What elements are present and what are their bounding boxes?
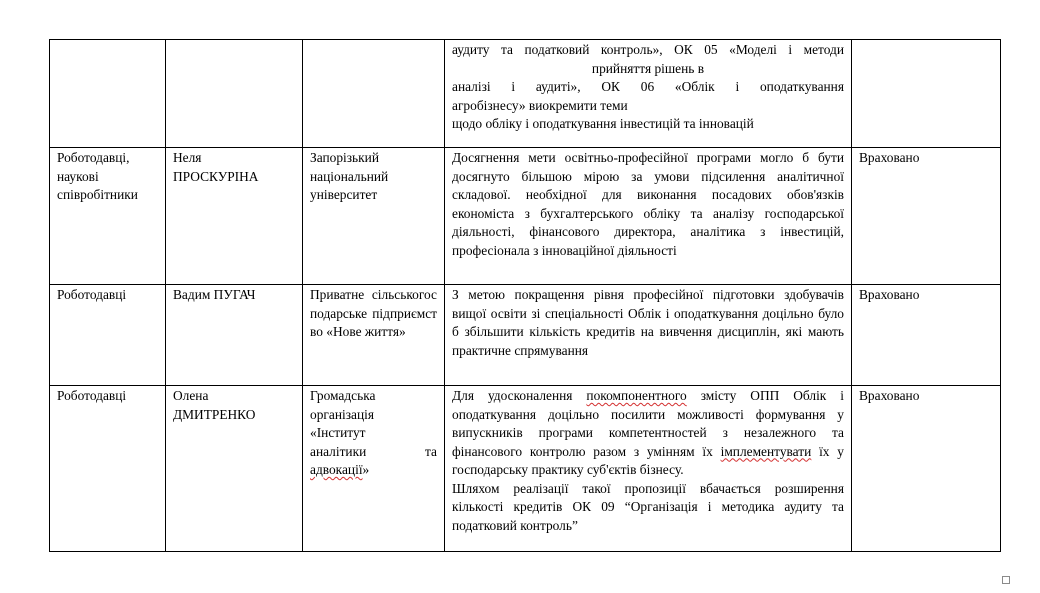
person-cell: [166, 148, 303, 285]
organization-line: «Інститут: [310, 425, 366, 440]
stakeholder-cell: [50, 40, 166, 148]
status-cell: Враховано: [852, 386, 1001, 552]
person-first-name: Неля: [173, 150, 202, 165]
organization-line: національний: [310, 168, 389, 184]
stakeholder-line: Роботодавці,: [57, 150, 130, 165]
organization-word: »: [362, 462, 370, 477]
table-row: [50, 40, 1001, 148]
status-cell: [852, 40, 1001, 148]
proposal-text: їх у господарську практику суб'єктів бізнесу.: [452, 443, 844, 477]
proposal-line: аудиту та податковий контроль», ОК 05 «Моделі і методи: [452, 42, 844, 57]
spellcheck-flagged-word: імплементувати: [720, 443, 812, 459]
organization-line: організація: [310, 406, 374, 422]
person-first-name: Олена: [173, 388, 209, 403]
proposal-cell: З метою покращення рівня професійної підготовки здобувачів вищої освіти зі спеціальності Облік і оподаткування доцільно було б збільшити кількість кредитів на вивчення дисциплін, які мають практичне спрямування: [445, 285, 852, 386]
stakeholder-line: наукові: [57, 168, 99, 184]
organization-cell: [303, 386, 445, 552]
proposal-cell: [445, 40, 852, 148]
organization-cell: [303, 40, 445, 148]
organization-cell: Приватне сільськогосподарське підприємство «Нове життя»: [303, 285, 445, 386]
proposal-line: агробізнесу» виокремити теми: [452, 97, 628, 113]
proposal-paragraph: [452, 388, 844, 477]
table-row: [50, 148, 1001, 285]
organization-line: Запорізький: [310, 150, 379, 165]
person-cell: [166, 386, 303, 552]
organization-word: та: [425, 443, 437, 459]
person-last-name: ПРОСКУРІНА: [173, 168, 259, 184]
stakeholder-cell: Роботодавці: [50, 386, 166, 552]
stakeholder-cell: [50, 148, 166, 285]
stakeholder-cell: Роботодавці: [50, 285, 166, 386]
proposal-line: аналізі і аудиті», ОК 06 «Облік і оподаткування: [452, 79, 844, 94]
spellcheck-flagged-word: покомпонентного: [586, 388, 687, 403]
feedback-table: [49, 39, 1001, 552]
person-cell: Вадим ПУГАЧ: [166, 285, 303, 386]
status-cell: Враховано: [852, 148, 1001, 285]
stakeholder-line: співробітники: [57, 187, 138, 202]
proposal-text: Для удосконалення: [452, 388, 587, 403]
person-last-name: ДМИТРЕНКО: [173, 406, 256, 422]
table-row: [50, 386, 1001, 552]
table-resize-handle[interactable]: [1002, 576, 1010, 584]
status-cell: Враховано: [852, 285, 1001, 386]
organization-line: Громадська: [310, 388, 376, 403]
spellcheck-flagged-word: адвокації: [310, 462, 363, 477]
table-row: [50, 285, 1001, 386]
proposal-text: змісту ОПП Облік і оподаткування доцільно посилити можливості формування у випускників програми компетентностей з незалежного та фінансового контролю разом з умінням їх: [452, 388, 844, 459]
organization-cell: [303, 148, 445, 285]
proposal-line: прийняття рішень в: [591, 60, 705, 76]
organization-line: [310, 443, 437, 462]
organization-line: університет: [310, 187, 378, 202]
proposal-line: щодо обліку і оподаткування інвестицій та інновацій: [452, 116, 754, 131]
organization-line: [310, 461, 437, 480]
person-cell: [166, 40, 303, 148]
proposal-cell: [445, 386, 852, 552]
proposal-cell: Досягнення мети освітньо-професійної програми могло б бути досягнуто більшою мірою за умови підсилення аналітичної складової. необхідної для виконання посадових обов'язків економіста з бухгалтерського обліку та аналізу господарської діяльності, фінансового директора, аналітика з інвестицій, професіонала з інноваційної діяльності: [445, 148, 852, 285]
organization-word: аналітики: [310, 443, 367, 459]
proposal-paragraph: Шляхом реалізації такої пропозиції вбачається розширення кількості кредитів ОК 09 “Організація і методика аудиту та податковий контроль”: [452, 480, 844, 533]
